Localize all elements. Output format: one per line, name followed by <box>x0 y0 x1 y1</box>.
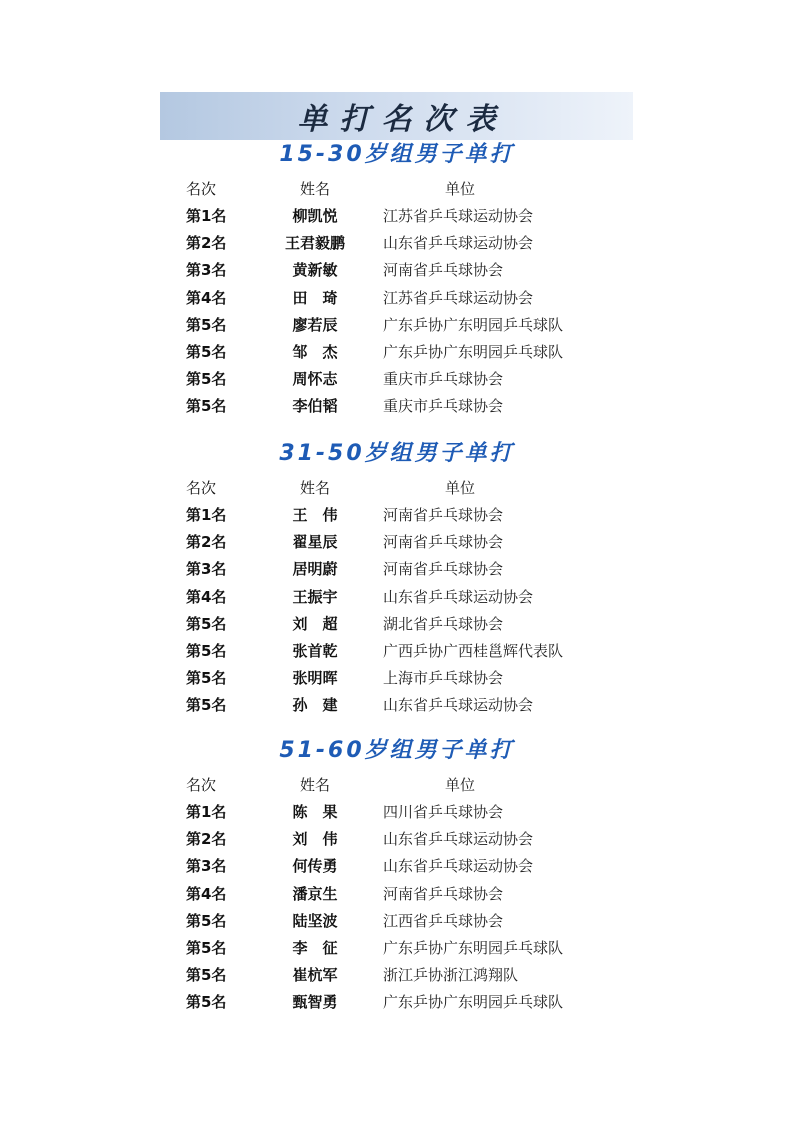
unit-cell: 四川省乒乓球协会 <box>383 803 504 821</box>
table-header-row <box>0 176 794 203</box>
rank-cell: 第5名 <box>186 669 227 688</box>
unit-cell: 山东省乒乓球运动协会 <box>383 830 534 849</box>
header-rank: 名次 <box>186 776 217 794</box>
table-row <box>0 935 794 962</box>
header-rank: 名次 <box>186 479 217 497</box>
table-row <box>0 502 794 529</box>
rank-cell: 第2名 <box>186 234 227 253</box>
table-row <box>0 393 794 420</box>
unit-cell: 山东省乒乓球运动协会 <box>383 696 534 715</box>
name-cell: 王振宇 <box>292 587 338 606</box>
unit-cell: 河南省乒乓球协会 <box>383 533 504 552</box>
unit-cell: 江西省乒乓球协会 <box>383 911 504 930</box>
rank-cell: 第5名 <box>186 315 227 334</box>
unit-cell: 广东乒协广东明园乒乓球队 <box>383 993 564 1012</box>
name-cell: 陈 果 <box>292 803 338 821</box>
unit-cell: 广西乒协广西桂邕辉代表队 <box>383 642 564 660</box>
table-row <box>0 989 794 1016</box>
name-cell: 刘 伟 <box>292 830 338 849</box>
unit-cell: 河南省乒乓球协会 <box>383 884 504 903</box>
table-row <box>0 799 794 826</box>
rank-cell: 第5名 <box>186 911 227 930</box>
table-row <box>0 611 794 638</box>
header-rank: 名次 <box>186 180 217 198</box>
table-row <box>0 692 794 719</box>
rank-cell: 第3名 <box>186 560 227 579</box>
table-row <box>0 962 794 989</box>
unit-cell: 山东省乒乓球运动协会 <box>383 234 534 253</box>
table-row <box>0 339 794 366</box>
unit-cell: 广东乒协广东明园乒乓球队 <box>383 939 564 957</box>
table-row <box>0 203 794 230</box>
rank-cell: 第2名 <box>186 533 227 552</box>
name-cell: 何传勇 <box>292 857 338 876</box>
table-row <box>0 529 794 556</box>
table-row <box>0 257 794 284</box>
unit-cell: 河南省乒乓球协会 <box>383 560 504 579</box>
rank-cell: 第4名 <box>186 884 227 903</box>
rank-cell: 第3名 <box>186 857 227 876</box>
rank-cell: 第5名 <box>186 397 227 416</box>
rank-cell: 第4名 <box>186 587 227 606</box>
table-header-row <box>0 772 794 799</box>
name-cell: 王 伟 <box>292 506 338 524</box>
name-cell: 潘京生 <box>292 884 338 903</box>
name-cell: 翟星辰 <box>292 533 338 552</box>
table-row <box>0 312 794 339</box>
name-cell: 张首乾 <box>292 642 338 660</box>
header-unit: 单位 <box>445 180 476 198</box>
header-unit: 单位 <box>445 776 476 794</box>
unit-cell: 广东乒协广东明园乒乓球队 <box>383 343 564 361</box>
unit-cell: 河南省乒乓球协会 <box>383 506 504 524</box>
rank-cell: 第3名 <box>186 261 227 280</box>
rank-cell: 第2名 <box>186 830 227 849</box>
table-row <box>0 285 794 312</box>
page-title: 单打名次表 <box>297 102 508 137</box>
table-row <box>0 908 794 935</box>
rank-cell: 第4名 <box>186 288 227 307</box>
unit-cell: 山东省乒乓球运动协会 <box>383 587 534 606</box>
table-row <box>0 881 794 908</box>
header-name: 姓名 <box>299 776 330 794</box>
title-banner <box>160 92 633 140</box>
rank-cell: 第5名 <box>186 642 227 660</box>
unit-cell: 河南省乒乓球协会 <box>383 261 504 280</box>
name-cell: 孙 建 <box>292 696 338 715</box>
section-title: 15-30岁组男子单打 <box>279 142 515 167</box>
table-row <box>0 366 794 393</box>
name-cell: 居明蔚 <box>292 560 338 579</box>
table-row <box>0 665 794 692</box>
name-cell: 崔杭军 <box>292 966 338 985</box>
unit-cell: 湖北省乒乓球协会 <box>383 614 504 633</box>
unit-cell: 上海市乒乓球协会 <box>383 669 504 688</box>
name-cell: 李 征 <box>292 939 338 957</box>
header-unit: 单位 <box>445 479 476 497</box>
section-title: 51-60岁组男子单打 <box>279 738 515 763</box>
rank-cell: 第5名 <box>186 343 227 361</box>
table-row <box>0 556 794 583</box>
rank-cell: 第1名 <box>186 506 227 524</box>
header-name: 姓名 <box>299 180 330 198</box>
table-header-row <box>0 475 794 502</box>
table-row <box>0 638 794 665</box>
name-cell: 刘 超 <box>292 614 338 633</box>
name-cell: 邹 杰 <box>292 343 338 361</box>
header-name: 姓名 <box>299 479 330 497</box>
name-cell: 张明晖 <box>292 669 338 688</box>
unit-cell: 江苏省乒乓球运动协会 <box>383 207 534 225</box>
table-row <box>0 853 794 880</box>
rank-cell: 第5名 <box>186 370 227 389</box>
table-row <box>0 230 794 257</box>
name-cell: 黄新敏 <box>292 261 338 280</box>
unit-cell: 江苏省乒乓球运动协会 <box>383 288 534 307</box>
name-cell: 甄智勇 <box>292 993 338 1012</box>
rank-cell: 第5名 <box>186 993 227 1012</box>
name-cell: 廖若辰 <box>292 315 338 334</box>
table-row <box>0 584 794 611</box>
unit-cell: 浙江乒协浙江鸿翔队 <box>383 966 519 985</box>
unit-cell: 重庆市乒乓球协会 <box>383 397 504 416</box>
name-cell: 田 琦 <box>292 288 338 307</box>
rank-cell: 第1名 <box>186 207 227 225</box>
name-cell: 王君毅鹏 <box>284 234 345 253</box>
rank-cell: 第5名 <box>186 939 227 957</box>
unit-cell: 山东省乒乓球运动协会 <box>383 857 534 876</box>
rank-cell: 第5名 <box>186 696 227 715</box>
rank-cell: 第5名 <box>186 614 227 633</box>
name-cell: 柳凯悦 <box>292 207 338 225</box>
name-cell: 李伯韬 <box>292 397 338 416</box>
rank-cell: 第5名 <box>186 966 227 985</box>
table-row <box>0 826 794 853</box>
unit-cell: 重庆市乒乓球协会 <box>383 370 504 389</box>
name-cell: 陆坚波 <box>292 911 338 930</box>
name-cell: 周怀志 <box>292 370 338 389</box>
unit-cell: 广东乒协广东明园乒乓球队 <box>383 315 564 334</box>
section-title: 31-50岁组男子单打 <box>279 441 515 466</box>
rank-cell: 第1名 <box>186 803 227 821</box>
